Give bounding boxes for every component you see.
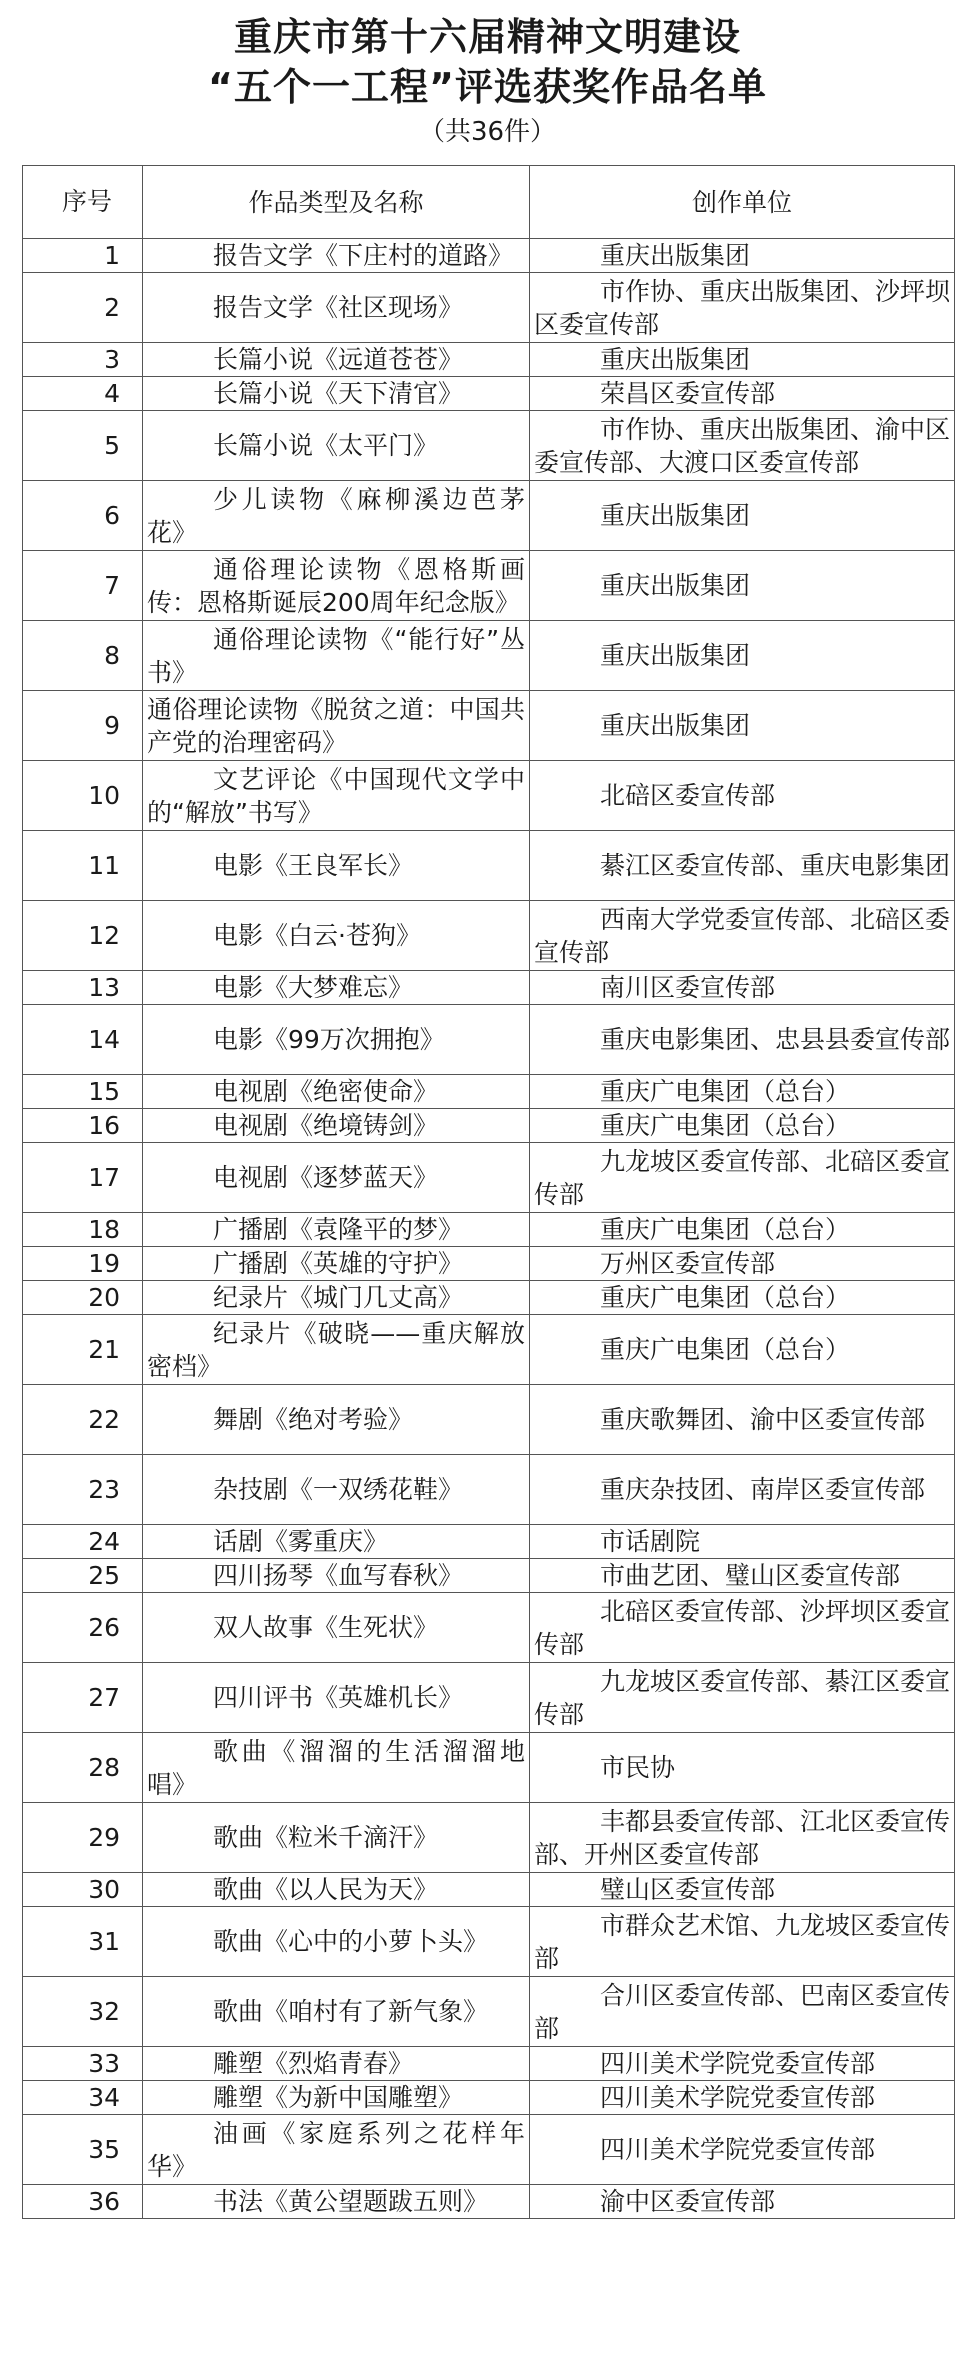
creator-unit: 重庆杂技团、南岸区委宣传部 (530, 1455, 955, 1525)
creator-unit: 重庆出版集团 (530, 691, 955, 761)
table-row (23, 1455, 955, 1525)
row-number: 8 (23, 621, 143, 691)
creator-unit: 重庆出版集团 (530, 239, 955, 273)
creator-unit: 重庆广电集团（总台） (530, 1109, 955, 1143)
header-unit: 创作单位 (530, 166, 955, 239)
creator-unit: 合川区委宣传部、巴南区委宣传部 (530, 1977, 955, 2047)
table-row (23, 239, 955, 273)
table-row (23, 1281, 955, 1315)
work-name: 电视剧《绝境铸剑》 (143, 1109, 530, 1143)
header-no: 序号 (23, 166, 143, 239)
table-row (23, 1213, 955, 1247)
creator-unit: 市曲艺团、璧山区委宣传部 (530, 1559, 955, 1593)
row-number: 25 (23, 1559, 143, 1593)
row-number: 19 (23, 1247, 143, 1281)
creator-unit: 市话剧院 (530, 1525, 955, 1559)
work-name: 电影《99万次拥抱》 (143, 1005, 530, 1075)
work-name: 电影《白云·苍狗》 (143, 901, 530, 971)
row-number: 9 (23, 691, 143, 761)
creator-unit: 重庆出版集团 (530, 343, 955, 377)
work-name: 通俗理论读物《脱贫之道：中国共产党的治理密码》 (143, 691, 530, 761)
row-number: 30 (23, 1873, 143, 1907)
row-number: 29 (23, 1803, 143, 1873)
table-row (23, 377, 955, 411)
row-number: 32 (23, 1977, 143, 2047)
creator-unit: 重庆电影集团、忠县县委宣传部 (530, 1005, 955, 1075)
work-name: 舞剧《绝对考验》 (143, 1385, 530, 1455)
table-row (23, 1663, 955, 1733)
creator-unit: 北碚区委宣传部 (530, 761, 955, 831)
row-number: 31 (23, 1907, 143, 1977)
table-body (23, 239, 955, 2219)
table-row (23, 411, 955, 481)
row-number: 28 (23, 1733, 143, 1803)
row-number: 18 (23, 1213, 143, 1247)
work-name: 歌曲《以人民为天》 (143, 1873, 530, 1907)
creator-unit: 重庆广电集团（总台） (530, 1315, 955, 1385)
work-name: 双人故事《生死状》 (143, 1593, 530, 1663)
table-row (23, 273, 955, 343)
creator-unit: 西南大学党委宣传部、北碚区委宣传部 (530, 901, 955, 971)
table-row (23, 1385, 955, 1455)
row-number: 26 (23, 1593, 143, 1663)
creator-unit: 重庆出版集团 (530, 481, 955, 551)
work-name: 长篇小说《太平门》 (143, 411, 530, 481)
row-number: 36 (23, 2185, 143, 2219)
document-title-line1: 重庆市第十六届精神文明建设 (233, 15, 741, 59)
table-row (23, 481, 955, 551)
table-row (23, 1247, 955, 1281)
row-number: 27 (23, 1663, 143, 1733)
row-number: 20 (23, 1281, 143, 1315)
row-number: 23 (23, 1455, 143, 1525)
row-number: 11 (23, 831, 143, 901)
work-name: 文艺评论《中国现代文学中的“解放”书写》 (143, 761, 530, 831)
row-number: 3 (23, 343, 143, 377)
creator-unit: 重庆歌舞团、渝中区委宣传部 (530, 1385, 955, 1455)
row-number: 7 (23, 551, 143, 621)
count-note: （共36件） (418, 117, 557, 147)
table-row (23, 621, 955, 691)
work-name: 少儿读物《麻柳溪边芭茅花》 (143, 481, 530, 551)
creator-unit: 万州区委宣传部 (530, 1247, 955, 1281)
table-row (23, 1977, 955, 2047)
row-number: 22 (23, 1385, 143, 1455)
row-number: 21 (23, 1315, 143, 1385)
creator-unit: 市作协、重庆出版集团、沙坪坝区委宣传部 (530, 273, 955, 343)
work-name: 话剧《雾重庆》 (143, 1525, 530, 1559)
work-name: 电视剧《绝密使命》 (143, 1075, 530, 1109)
creator-unit: 市作协、重庆出版集团、渝中区委宣传部、大渡口区委宣传部 (530, 411, 955, 481)
work-name: 报告文学《社区现场》 (143, 273, 530, 343)
work-name: 雕塑《烈焰青春》 (143, 2047, 530, 2081)
row-number: 33 (23, 2047, 143, 2081)
table-row (23, 831, 955, 901)
row-number: 12 (23, 901, 143, 971)
work-name: 书法《黄公望题跋五则》 (143, 2185, 530, 2219)
work-name: 通俗理论读物《恩格斯画传：恩格斯诞辰200周年纪念版》 (143, 551, 530, 621)
row-number: 1 (23, 239, 143, 273)
table-row (23, 551, 955, 621)
row-number: 14 (23, 1005, 143, 1075)
table-row (23, 1559, 955, 1593)
row-number: 6 (23, 481, 143, 551)
creator-unit: 市民协 (530, 1733, 955, 1803)
table-row (23, 761, 955, 831)
creator-unit: 綦江区委宣传部、重庆电影集团 (530, 831, 955, 901)
table-row (23, 2185, 955, 2219)
creator-unit: 南川区委宣传部 (530, 971, 955, 1005)
document-title-line2: “五个一工程”评选获奖作品名单 (208, 65, 767, 109)
creator-unit: 荣昌区委宣传部 (530, 377, 955, 411)
row-number: 5 (23, 411, 143, 481)
table-row (23, 971, 955, 1005)
row-number: 17 (23, 1143, 143, 1213)
work-name: 歌曲《溜溜的生活溜溜地唱》 (143, 1733, 530, 1803)
table-row (23, 1075, 955, 1109)
table-row (23, 1873, 955, 1907)
creator-unit: 四川美术学院党委宣传部 (530, 2115, 955, 2185)
table-row (23, 1005, 955, 1075)
creator-unit: 九龙坡区委宣传部、綦江区委宣传部 (530, 1663, 955, 1733)
work-name: 长篇小说《远道苍苍》 (143, 343, 530, 377)
work-name: 油画《家庭系列之花样年华》 (143, 2115, 530, 2185)
work-name: 长篇小说《天下清官》 (143, 377, 530, 411)
work-name: 杂技剧《一双绣花鞋》 (143, 1455, 530, 1525)
table-row (23, 1593, 955, 1663)
work-name: 纪录片《城门几丈高》 (143, 1281, 530, 1315)
table-row (23, 1143, 955, 1213)
table-row (23, 1109, 955, 1143)
table-row (23, 1525, 955, 1559)
creator-unit: 璧山区委宣传部 (530, 1873, 955, 1907)
table-row (23, 691, 955, 761)
work-name: 四川扬琴《血写春秋》 (143, 1559, 530, 1593)
work-name: 歌曲《粒米千滴汗》 (143, 1803, 530, 1873)
row-number: 16 (23, 1109, 143, 1143)
table-row (23, 1803, 955, 1873)
header-name: 作品类型及名称 (143, 166, 530, 239)
creator-unit: 北碚区委宣传部、沙坪坝区委宣传部 (530, 1593, 955, 1663)
row-number: 15 (23, 1075, 143, 1109)
table-row (23, 2115, 955, 2185)
row-number: 24 (23, 1525, 143, 1559)
table-row (23, 1315, 955, 1385)
creator-unit: 四川美术学院党委宣传部 (530, 2047, 955, 2081)
work-name: 广播剧《英雄的守护》 (143, 1247, 530, 1281)
creator-unit: 重庆出版集团 (530, 551, 955, 621)
table-row (23, 901, 955, 971)
row-number: 35 (23, 2115, 143, 2185)
creator-unit: 九龙坡区委宣传部、北碚区委宣传部 (530, 1143, 955, 1213)
work-name: 报告文学《下庄村的道路》 (143, 239, 530, 273)
work-name: 电影《大梦难忘》 (143, 971, 530, 1005)
row-number: 13 (23, 971, 143, 1005)
creator-unit: 重庆出版集团 (530, 621, 955, 691)
work-name: 广播剧《袁隆平的梦》 (143, 1213, 530, 1247)
row-number: 10 (23, 761, 143, 831)
table-header-row (23, 166, 955, 239)
creator-unit: 市群众艺术馆、九龙坡区委宣传部 (530, 1907, 955, 1977)
table-row (23, 2047, 955, 2081)
creator-unit: 渝中区委宣传部 (530, 2185, 955, 2219)
row-number: 4 (23, 377, 143, 411)
awards-table (22, 165, 955, 2219)
creator-unit: 重庆广电集团（总台） (530, 1281, 955, 1315)
work-name: 雕塑《为新中国雕塑》 (143, 2081, 530, 2115)
table-row (23, 2081, 955, 2115)
creator-unit: 四川美术学院党委宣传部 (530, 2081, 955, 2115)
row-number: 2 (23, 273, 143, 343)
work-name: 电视剧《逐梦蓝天》 (143, 1143, 530, 1213)
table-row (23, 1907, 955, 1977)
creator-unit: 丰都县委宣传部、江北区委宣传部、开州区委宣传部 (530, 1803, 955, 1873)
row-number: 34 (23, 2081, 143, 2115)
creator-unit: 重庆广电集团（总台） (530, 1213, 955, 1247)
work-name: 纪录片《破晓——重庆解放密档》 (143, 1315, 530, 1385)
work-name: 歌曲《咱村有了新气象》 (143, 1977, 530, 2047)
creator-unit: 重庆广电集团（总台） (530, 1075, 955, 1109)
work-name: 通俗理论读物《“能行好”丛书》 (143, 621, 530, 691)
table-row (23, 343, 955, 377)
work-name: 四川评书《英雄机长》 (143, 1663, 530, 1733)
work-name: 电影《王良军长》 (143, 831, 530, 901)
table-row (23, 1733, 955, 1803)
work-name: 歌曲《心中的小萝卜头》 (143, 1907, 530, 1977)
